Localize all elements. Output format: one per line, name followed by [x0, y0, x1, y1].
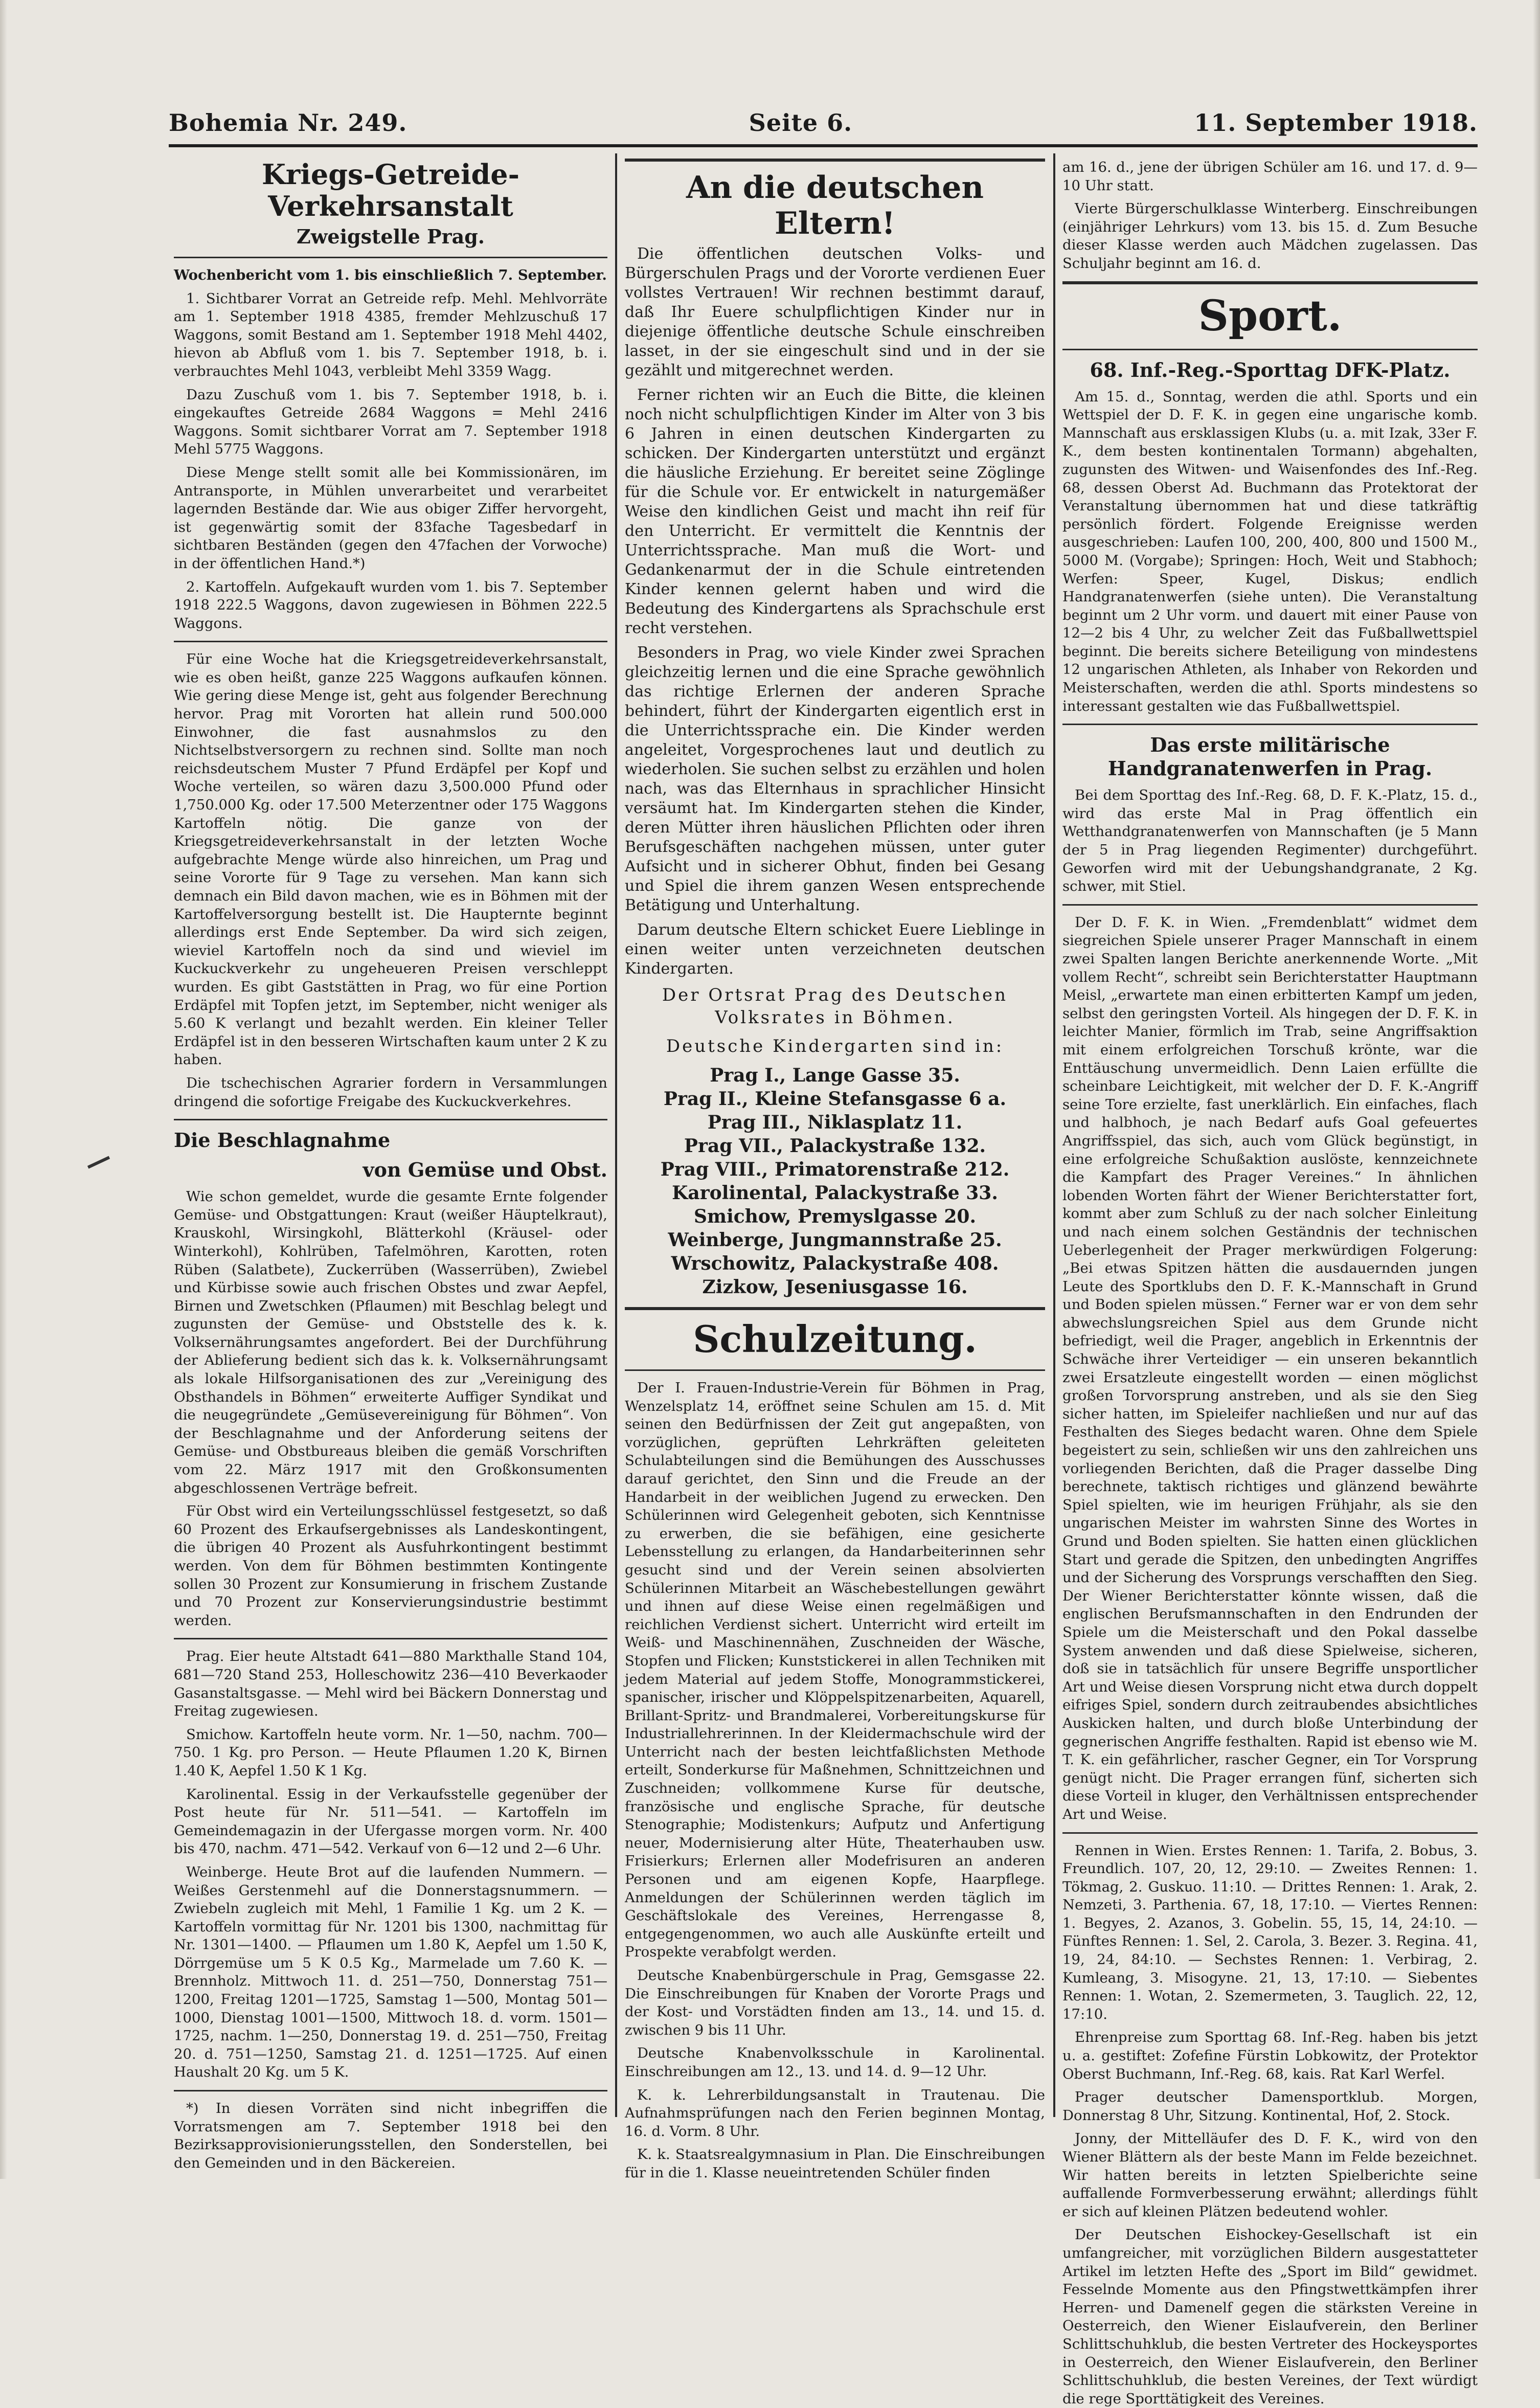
divider [1062, 1832, 1478, 1834]
paragraph: K. k. Lehrerbildungsanstalt in Trautenau. Die Aufnahmsprüfungen nach den Ferien beginnen Montag, 16. d. Vorm. 8 Uhr. [625, 2086, 1045, 2140]
paragraph: Bei dem Sporttag des Inf.-Reg. 68, D. F. K.-Platz, 15. d., wird das erste Mal in Prag öffentlich ein Wetthandgranatenwerfen von Mannschaften (je 5 Mann der 5 in Prag liegenden Regimenter) durchgeführt. Geworfen wird mit der Uebungshandgranate, 2 Kg. schwer, mit Stiel. [1062, 787, 1478, 895]
paragraph: Smichow. Kartoffeln heute vorm. Nr. 1—50, nachm. 700—750. 1 Kg. pro Person. — Heute Pflaumen 1.20 K, Birnen 1.40 K, Aepfel 1.50 K 1 Kg. [174, 1726, 607, 1779]
paragraph: 2. Kartoffeln. Aufgekauft wurden vom 1. bis 7. September 1918 222.5 Waggons, davon zugewiesen in Böhmen 222.5 Waggons. [174, 578, 607, 632]
list-item: Karolinental, Palackystraße 33. [672, 1182, 998, 1204]
paragraph: Besonders in Prag, wo viele Kinder zwei Sprachen gleichzeitig lernen und die eine Sprache gewöhnlich das richtige Erlernen der anderen Sprache behindert, führt der Kindergarten eigentlich erst in die Unterrichtssprache ein. Die Kinder werden angeleitet, Vorgesprochenes laut und deutlich zu wiederholen. Sie suchen selbst zu erzählen und holen nach, was das Elternhaus in sprachlicher Hinsicht versäumt hat. Im Kindergarten stehen die Kinder, deren Mütter ihren häuslichen Pflichten oder ihren Berufsgeschäften nachgehen müssen, unter guter Aufsicht und in sicherer Obhut, finden bei Gesang und Spiel die ihrem ganzen Wesen entsprechende Betätigung und Unterhaltung. [625, 644, 1045, 914]
column-1 [174, 158, 607, 2171]
paragraph: Die öffentlichen deutschen Volks- und Bürgerschulen Prags und der Vororte verdienen Euer vollstes Vertrauen! Wir rechnen bestimmt darauf, daß Ihr Euere schulpflichtigen Kinder nur in diejenige öffentliche deutsche Schule einschreiben lasset, in der sie eingeschult sind und in der sie gezählt und mitgerechnet werden. [625, 245, 1045, 379]
article-title-getreide: Kriegs-Getreide-Verkehrsanstalt [261, 158, 520, 222]
paragraph: Rennen in Wien. Erstes Rennen: 1. Tarifa, 2. Bobus, 3. Freundlich. 107, 20, 12, 29:10. — Zweites Rennen: 1. Tökmag, 2. Guskuo. 11:10. — Drittes Rennen: 1. Arak, 2. Nemzeti, 3. Parthenia. 67, 18, 17:10. — Viertes Rennen: 1. Begyes, 2. Azanos, 3. Gobelin. 55, 15, 14, 24:10. — Fünftes Rennen: 1. Sel, 2. Carola, 3. Bezer. 3. Regina. 41, 19, 24, 84:10. — Sechstes Rennen: 1. Verbirag, 2. Kumleang, 3. Misogyne. 21, 13, 17:10. — Siebentes Rennen: 1. Wotan, 2. Szemermeten, 3. Tauglich. 22, 12, 17:10. [1062, 1842, 1478, 2022]
list-item: Weinberge, Jungmannstraße 25. [668, 1229, 1002, 1251]
article-title-beschlagnahme-2: von Gemüse und Obst. [363, 1158, 607, 1182]
paragraph: Wochenbericht vom 1. bis einschließlich 7. September. [174, 267, 607, 283]
paragraph: am 16. d., jene der übrigen Schüler am 16. und 17. d. 9—10 Uhr statt. [1062, 159, 1478, 194]
paragraph: Ferner richten wir an Euch die Bitte, die kleinen noch nicht schulpflichtigen Kinder im Alter von 3 bis 6 Jahren in einen deutschen Kindergarten zu schicken. Der Kindergarten unterstützt und ergänzt die häusliche Erziehung. Er bereitet seine Zöglinge für die Schule vor. Er entwickelt in naturgemäßer Weise den kindlichen Geist und macht ihn reif für den Unterricht. Er vermittelt die Kenntnis der Unterrichtssprache. Man muß die Wort- und Gedankenarmut der in die Schule eintretenden Kinder kennen gelernt haben und wird die Bedeutung des Kindergartens als Sprachschule erst recht verstehen. [625, 386, 1045, 637]
header-rule [169, 144, 1478, 147]
paragraph: Vierte Bürgerschulklasse Winterberg. Einschreibungen (einjähriger Lehrkurs) vom 13. bis 15. d. Zum Besuche dieser Klasse werden auch Mädchen zugelassen. Das Schuljahr beginnt am 16. d. [1062, 200, 1478, 272]
kindergarten-list-title: Deutsche Kindergarten sind in: [666, 1036, 1004, 1056]
margin-mark [87, 1156, 110, 1169]
article-title-beschlagnahme: Die Beschlagnahme [174, 1129, 391, 1152]
divider [1062, 724, 1478, 725]
paragraph: Am 15. d., Sonntag, werden die athl. Sports und ein Wettspiel der D. F. K. in gegen eine ungarische komb. Mannschaft aus ersklassigen Klubs (u. a. mit Izak, 33er F. K., dem besten kontinentalen Tormann) abgehalten, zugunsten des Witwen- und Waisenfondes des Inf.-Reg. 68, dessen Oberst Ad. Buchmann das Protektorat der Veranstaltung übernommen hat und diese tatkräftig persönlich fördert. Folgende Ereignisse werden ausgeschrieben: Laufen 100, 200, 400, 800 und 1500 M., 5000 M. (Vorgabe); Springen: Hoch, Weit und Stabhoch; Werfen: Speer, Kugel, Diskus; endlich Handgranatenwerfen (siehe unten). Die Veranstaltung beginnt um 2 Uhr vorm. und dauert mit einer Pause von 12—2 bis 4 Uhr, zu welcher Zeit das Fußballwettspiel beginnt. Die bereits sichere Beteiligung von mindestens 12 ungarischen Athleten, als Inhaber von Rekorden und Meisterschaften, werden die athl. Sports mindestens so interessant gestalten wie das Fußballwettspiel. [1062, 388, 1478, 714]
paragraph: 1. Sichtbarer Vorrat an Getreide refp. Mehl. Mehlvorräte am 1. September 1918 4385, fremder Mehlzuschuß 17 Waggons, somit Bestand am 1. September 1918 Mehl 4402, hievon ab Abfluß vom 1. bis 7. September 1918, b. i. verbrauchtes Mehl 1043, verbleibt Mehl 3359 Wagg. [174, 290, 607, 379]
paragraph: Prager deutscher Damensportklub. Morgen, Donnerstag 8 Uhr, Sitzung. Kontinental, Hof, 2. Stock. [1062, 2089, 1478, 2124]
paragraph: Der Deutschen Eishockey-Gesellschaft ist ein umfangreicher, mit vorzüglichen Bildern ausgestatteter Artikel im letzten Hefte des „Sport im Bild“ gewidmet. Fesselnde Momente aus den Pfingstwettkämpfen ihrer Herren- und Damenelf gegen die stärksten Vereine in Oesterreich, den Wiener Eislaufverein, den Berliner Schlittschuhklub, die besten Vertreter des Hockeysportes in Oesterreich, den Wiener Eislaufverein, den Berliner Schlittschuhklub, die besten Vereines, der Text würdigt die rege Sporttätigkeit des Vereines. [1062, 2226, 1478, 2407]
paragraph: Dazu Zuschuß vom 1. bis 7. September 1918, b. i. eingekauftes Getreide 2684 Waggons = Mehl 2416 Waggons. Somit sichtbarer Vorrat am 7. September 1918 Mehl 5775 Waggons. [174, 386, 607, 458]
rule-top [625, 159, 1045, 162]
article-title-eltern: An die deutschen Eltern! [686, 170, 984, 241]
paragraph: Deutsche Knabenvolksschule in Karolinental. Einschreibungen am 12., 13. und 14. d. 9—12 Uhr. [625, 2045, 1045, 2080]
list-item: Prag I., Lange Gasse 35. [710, 1065, 960, 1086]
list-item: Prag III., Niklasplatz 11. [707, 1112, 963, 1133]
paragraph: Darum deutsche Eltern schicket Euere Lieblinge in einen weiter unten verzeichneten deutschen Kindergarten. [625, 921, 1045, 978]
list-item: Smichow, Premyslgasse 20. [694, 1206, 976, 1227]
signature: Der Ortsrat Prag des Deutschen Volksrates in Böhmen. [662, 985, 1008, 1028]
paragraph: Für eine Woche hat die Kriegsgetreideverkehrsanstalt, wie es oben heißt, ganze 225 Waggons aufkaufen können. Wie gering diese Menge ist, geht aus folgender Berechnung hervor. Prag mit Vororten hat allein rund 500.000 Einwohner, die fast ausnahmslos zu den Nichtselbstversorgern zu rechnen sind. Sollte man noch reichsdeutschem Muster 7 Pfund Erdäpfel per Kopf und Woche verteilen, so wären dazu 3,500.000 Pfund oder 1,750.000 Kg. oder 17.500 Meterzentner oder 175 Waggons Kartoffeln nötig. Die ganze von der Kriegsgetreideverkehrsanstalt in der letzten Woche aufgebrachte Menge würde also hinreichen, um Prag und seine Vororte für 9 Tage zu versehen. Man kann sich demnach ein Bild davon machen, wie es in Böhmen mit der Kartoffelversorgung bestellt ist. Die Haupternte beginnt allerdings erst Ende September. Da wird sich zeigen, wieviel Kartoffeln noch da sind und wieviel im Kuckuckverkehr zu ungeheueren Preisen verschleppt wurden. Es gibt Gaststätten in Prag, wo für eine Portion Erdäpfel mit Topfen jetzt, im September, nicht weniger als 5.60 K verlangt und bezahlt werden. Ein kleiner Teller Erdäpfel ist in den besseren Wirtschaften kaum unter 2 K zu haben. [174, 651, 607, 1068]
paragraph: Die tschechischen Agrarier fordern in Versammlungen dringend die sofortige Freigabe des Kuckuckverkehres. [174, 1074, 607, 1110]
right-edge-shadow [1533, 0, 1540, 2179]
paragraph: Für Obst wird ein Verteilungsschlüssel festgesetzt, so daß 60 Prozent des Erkaufsergebnisses als Landeskontingent, die übrigen 40 Prozent als Ausfuhrkontingent bestimmt werden. Von dem für Böhmen bestimmten Kontingente sollen 30 Prozent zur Konsumierung in frischem Zustande und 70 Prozent zur Konservierungsindustrie bestimmt werden. [174, 1503, 607, 1629]
article-subtitle-zweigstelle: Zweigstelle Prag. [296, 225, 485, 248]
left-edge-shadow [0, 0, 7, 2179]
divider [174, 641, 607, 642]
paragraph: Deutsche Knabenbürgerschule in Prag, Gemsgasse 22. Die Einschreibungen für Knaben der Vororte Prags und der Kost- und Vorstädten finden am 13., 14. und 15. d. zwischen 9 bis 11 Uhr. [625, 1967, 1045, 2038]
header-center: Seite 6. [749, 109, 853, 137]
section-title-sport: Sport. [1198, 291, 1342, 341]
paragraph: Karolinental. Essig in der Verkaufsstelle gegenüber der Post heute für Nr. 511—541. — Kartoffeln im Gemeindemagazin in der Ufergasse morgen vorm. Nr. 400 bis 470, nachm. 471—542. Verkauf von 6—12 und 2—6 Uhr. [174, 1786, 607, 1857]
column-divider-2 [1053, 153, 1055, 2117]
column-divider-1 [615, 153, 617, 2117]
paragraph: Jonny, der Mittelläufer des D. F. K., wird von den Wiener Blättern als der beste Mann im Felde bezeichnet. Wir hatten bereits in letzten Spielberichte seine auffallende Formverbesserung erwähnt; allerdings fühlt er sich auf kleinen Plätzen bedeutend wohler. [1062, 2130, 1478, 2220]
list-item: Prag II., Kleine Stefansgasse 6 a. [663, 1088, 1007, 1110]
header-right: 11. September 1918. [1194, 109, 1478, 137]
list-item: Prag VIII., Primatorenstraße 212. [660, 1159, 1010, 1180]
rule-sport [1062, 281, 1478, 284]
column-3 [1062, 159, 1478, 2407]
divider [1062, 349, 1478, 350]
column-2 [625, 159, 1045, 2181]
divider [174, 1638, 607, 1639]
header-left: Bohemia Nr. 249. [169, 109, 407, 137]
rule-schulzeitung [625, 1307, 1045, 1310]
paragraph: Prag. Eier heute Altstadt 641—880 Markthalle Stand 104, 681—720 Stand 253, Holleschowitz 236—410 Beverkaoder Gasanstaltsgasse. — Mehl wird bei Bäckern Donnerstag und Freitag zugewiesen. [174, 1648, 607, 1720]
paragraph: Wie schon gemeldet, wurde die gesamte Ernte folgender Gemüse- und Obstgattungen: Kraut (weißer Häuptelkraut), Krauskohl, Wirsingkohl, Blätterkohl (Kräusel- oder Winterkohl), Kohlrüben, Tafelmöhren, Karotten, roten Rüben (Salatbete), Zuckerrüben (Wasserrüben), Zwiebel und Kürbisse sowie auch frischen Obstes und zwar Aepfel, Birnen und Zwetschken (Pflaumen) mit Beschlag belegt und zugunsten der Gemüse- und Obststelle des k. k. Volksernährungsamtes angefordert. Bei der Durchführung der Ablieferung bedient sich das k. k. Volksernährungsamt als lokale Hilfsorganisationen des zur „Vereinigung des Obsthandels in Böhmen“ erweiterte Auffiger Syndikat und die neugegründete „Gemüsevereinigung für Böhmen“. Von der Beschlagnahme und der Anforderung seitens der Gemüse- und Obstbureaus bleiben die gemäß Vorschriften vom 22. März 1917 mit den Großkonsumenten abgeschlossenen Verträge befreit. [174, 1188, 607, 1496]
footnote-rule [174, 2090, 607, 2091]
article-title-handgranaten: Das erste militärische Handgranatenwerfen in Prag. [1107, 733, 1433, 780]
page-header [169, 105, 1478, 141]
paragraph: Der D. F. K. in Wien. „Fremdenblatt“ widmet dem siegreichen Spiele unserer Prager Mannschaft in einem zwei Spalten langen Berichte anerkennende Worte. „Mit vollem Recht“, schreibt sein Berichterstatter Hauptmann Meisl, „erwartete man einen erbitterten Kampf um jeden, selbst den geringsten Vorteil. Als hingegen der D. F. K. in leichter Manier, förmlich im Trab, seine Angriffsaktion mit einem erfolgreichen Torschuß krönte, war die Enttäuschung unvermeidlich. Denn Laien erfüllte die scheinbare Leichtigkeit, mit welcher der D. F. K.-Angriff seine Tore erzielte, fast unerklärlich. Ein einfaches, flach und halbhoch, je nach Bedarf aufs Goal gefeuertes Angriffsspiel, das sich, auch vom Glück begünstigt, in eine erfolgreiche Schußaktion auslöste, kennzeichnete die Kampfart des Prager Vereines.“ In ähnlichen lobenden Worten fährt der Wiener Berichterstatter fort, kommt aber zum Schluß zu der nach solcher Einleitung und nach einem solchen Geständnis der technischen Ueberlegenheit der Prager merkwürdigen Folgerung: „Bei etwas Spitzen hätten die ausdauernden jungen Leute des Sportklubs den D. F. K.-Mannschaft in Grund und Boden spielen müssen.“ Ferner war er von dem sehr abwechslungsreichen Spiel aus dem Grunde nicht befriedigt, weil die Prager, angeblich in Erkenntnis der Schwäche ihrer Verteidiger — ein unseren bekanntlich zwei Ersatzleute eingestellt worden — einen möglichst großen Torvorsprung anstreben, und als sie den Sieg sicher hatten, im Spieleifer nachließen und nur auf das Festhalten des Sieges bedacht waren. Ohne dem Spiele begeistert zu sein, schließen wir uns den zahlreichen uns vorliegenden Berichten, daß die Prager dasselbe Ding berechnete, taktisch richtiges und glänzend bewährte Spiel spielten, wie im heurigen Frühjahr, als sie den ungarischen Meister im wahrsten Sinne des Wortes in Grund und Boden spielten. Sie hatten einen glücklichen Start und gerade die Spitzen, den unbedingten Angriffes und der Sicherung des Vorsprungs verschafften den Sieg. Der Wiener Berichterstatter könnte wissen, daß die englischen Berufsmannschaften in den Endrunden der Spiele um die Meisterschaft und den Pokal dasselbe System anwenden und daß diese Spielweise, sicheren, doß sie in tatsächlich für unsere Begriffe unsportlicher Art und Weise diesen Vorsprung nicht etwa durch doppelt eifriges Spiel, sondern durch zeitraubendes absichtliches Auskicken halten, und durch bloße Unterbindung der gegnerischen Angriffe festhalten. Rapid ist ebenso wie M. T. K. ein gefährlicher, rascher Gegner, ein Tor Vorsprung genügt nicht. Die Prager errangen fünf, sicherten sich diese Vorteil in kluger, den Verhältnissen entsprechender Art und Weise. [1062, 914, 1478, 1822]
list-item: Zizkow, Jeseniusgasse 16. [702, 1276, 968, 1298]
article-title-sporttag: 68. Inf.-Reg.-Sporttag DFK-Platz. [1090, 358, 1451, 381]
divider [625, 1369, 1045, 1371]
rule-under-subtitle [174, 257, 607, 258]
kindergarten-list [625, 1064, 1045, 1299]
divider [174, 1119, 607, 1120]
paragraph: Ehrenpreise zum Sporttag 68. Inf.-Reg. haben bis jetzt u. a. gestiftet: Zofefine Fürstin Lobkowitz, der Protektor Oberst Buchmann, Inf.-Reg. 68, kais. Rat Karl Werfel. [1062, 2029, 1478, 2082]
paragraph: K. k. Staatsrealgymnasium in Plan. Die Einschreibungen für in die 1. Klasse neueintretenden Schüler finden [625, 2146, 1045, 2181]
paragraph: Weinberge. Heute Brot auf die laufenden Nummern. — Weißes Gerstenmehl auf die Donnerstagsnummern. — Zwiebeln zugleich mit Mehl, 1 Familie 1 Kg. um 2 K. — Kartoffeln vormittag für Nr. 1201 bis 1300, nachmittag für Nr. 1301—1400. — Pflaumen um 1.80 K, Aepfel um 1.50 K, Dörrgemüse um 5 K 0.5 Kg., Marmelade um 7.60 K. — Brennholz. Mittwoch 11. d. 251—750, Donnerstag 751—1200, Freitag 1201—1725, Samstag 1—500, Montag 501—1000, Dienstag 1001—1500, Mittwoch 18. d. vorm. 1501—1725, nachm. 1—250, Donnerstag 19. d. 251—750, Freitag 20. d. 751—1250, Samstag 21. d. 1251—1725. Auf einen Haushalt 20 Kg. um 5 K. [174, 1863, 607, 2081]
paragraph: Diese Menge stellt somit alle bei Kommissionären, im Antransporte, in Mühlen unverarbeitet und verarbeitet lagernden Bestände dar. Wie aus obiger Ziffer hervorgeht, ist gegenwärtig somit der 83fache Tagesbedarf in sichtbaren Beständen (gegen den 47fachen der Vorwoche) in der öffentlichen Hand.*) [174, 464, 607, 572]
divider [1062, 904, 1478, 906]
paragraph: Der I. Frauen-Industrie-Verein für Böhmen in Prag, Wenzelsplatz 14, eröffnet seine Schulen am 15. d. Mit seinen den Bedürfnissen der Zeit gut angepaßten, von vorzüglichen, geprüften Lehrkräften geleiteten Schulabteilungen sind die Bemühungen des Ausschusses darauf gerichtet, den Sinn und die Freude an der Handarbeit in der weiblichen Jugend zu erwecken. Den Schülerinnen wird Gelegenheit geboten, sich Kenntnisse zu erwerben, die sie befähigen, eine gesicherte Lebensstellung zu erlangen, da Handarbeiterinnen sehr gesucht sind und der Verein seinen absolvierten Schülerinnen Mitarbeit an Wäschebestellungen gewährt und ihnen auf diese Weise einen regelmäßigen und reichlichen Verdienst sichert. Unterricht wird erteilt im Weiß- und Maschinennähen, Zuschneiden der Wäsche, Stopfen und Flicken; Kunststickerei in allen Techniken mit jedem Material auf jedem Stoffe, Monogrammstickerei, spanischer, irischer und Klöppelspitzenarbeiten, Aquarell, Brillant-Spritz- und Brandmalerei, Vorbereitungskurse für Industriallehrerinnen. In der Kleidermachschule wird der Unterricht nach der besten leichtfaßlichsten Methode erteilt, Sonderkurse für Maßnehmen, Schnittzeichnen und Zuschneiden; vollkommene Kurse für deutsche, französische und englische Sprache, für deutsche Stenographie; Modistenkurs; Aufputz und Anfertigung neuer, Modernisierung alter Hüte, Theaterhauben usw. Frisierkurs; Erlernen aller Modefrisuren an anderen Personen und am eigenen Kopfe, Haarpflege. Anmeldungen der Schülerinnen werden täglich im Geschäftslokale des Vereines, Herrengasse 8, entgegengenommen, wo auch alle Auskünfte erteilt und Prospekte verabfolgt werden. [625, 1380, 1045, 1961]
footnote: *) In diesen Vorräten sind nicht inbegriffen die Vorratsmengen am 7. September 1918 bei den Bezirksapprovisionierungsstellen, den Sonderstellen, bei den Gemeinden und in den Bäckereien. [174, 2100, 607, 2171]
section-title-schulzeitung: Schulzeitung. [693, 1317, 977, 1361]
list-item: Wrschowitz, Palackystraße 408. [671, 1253, 999, 1274]
list-item: Prag VII., Palackystraße 132. [684, 1135, 986, 1157]
